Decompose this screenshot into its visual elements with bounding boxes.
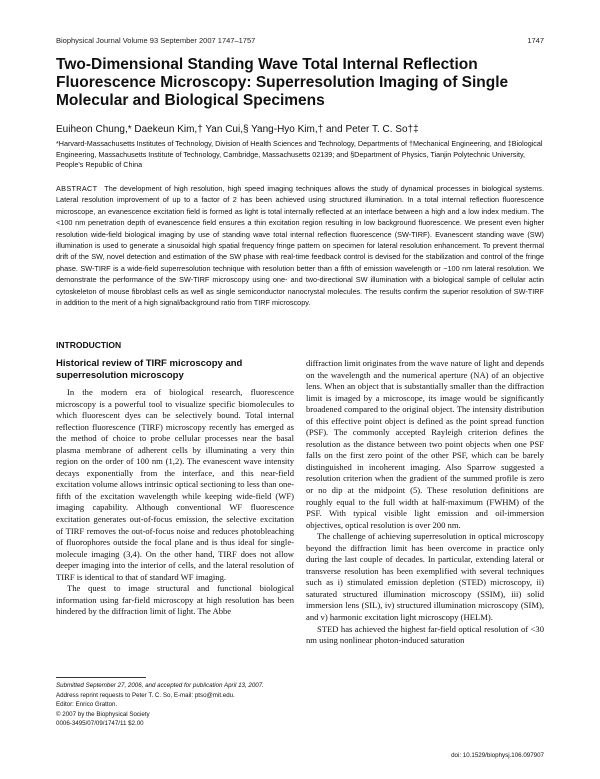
paragraph: STED has achieved the highest far-field optical resolution of <30 nm using nonlinear photon-induced saturation bbox=[306, 623, 544, 646]
article-title: Two-Dimensional Standing Wave Total Internal Reflection Fluorescence Microscopy: Superresolution Imaging of Single Molecular and Biological Specimens bbox=[56, 56, 509, 109]
section-heading: INTRODUCTION bbox=[56, 340, 122, 350]
reprint-note: Address reprint requests to Peter T. C. So, E-mail: ptso@mit.edu. bbox=[56, 691, 235, 699]
paragraph: The challenge of achieving superresolution in optical microscopy beyond the diffraction limit has been overcome in practice only during the last couple of decades. In particular, extending lateral or transverse resolution has been exemplified with several techniques such as i) stimulated emission depletion (STED) microscopy, ii) saturated structured illumination microscopy (SSIM), iii) solid immersion lens (SIL), iv) structured illumination microscopy (SIM), and v) harmonic excitation light microscopy (HELM). bbox=[306, 531, 544, 623]
author-list: Euiheon Chung,* Daekeun Kim,† Yan Cui,§ Yang-Hyo Kim,† and Peter T. C. So†‡ bbox=[56, 124, 419, 135]
affiliations: *Harvard-Massachusetts Institutes of Technology, Division of Health Sciences and Technology, Departments of †Mechanical Engineering, and ‡Biological Engineering, Massachusetts Institute of Technology, Cambridge, Massachusetts 02139; and §Department of Physics, Tianjin Polytechnic University, People's Republic of China bbox=[56, 139, 543, 169]
abstract-text: The development of high resolution, high speed imaging techniques allows the study of dynamical processes in biological systems. Lateral resolution improvement of up to a factor of 2 has been achieved using structured illumination. In a total internal reflection fluorescence microscope, an evanescence excitation field is formed as light is total internally reflected at an interface between a high and a low index medium. The <100 nm penetration depth of evanescence field ensures a thin excitation region resulting in low background fluorescence. We present even higher resolution wide-field biological imaging by use of standing wave total internal reflection fluorescence (SW-TIRF). Evanescent standing wave (SW) illumination is used to generate a sinusoidal high spatial frequency fringe pattern on specimen for lateral resolution enhancement. To prevent thermal drift of the SW, novel detection and estimation of the SW phase with real-time feedback control is devised for the stabilization and control of the fringe phase. SW-TIRF is a wide-field superresolution technique with resolution better than a fifth of emission wavelength or ~100 nm lateral resolution. We demonstrate the performance of the SW-TIRF microscopy using one- and two-directional SW illumination with a biological sample of cellular actin cytoskeleton of mouse fibroblast cells as well as single semiconductor nanocrystal molecules. The results confirm the superior resolution of SW-TIRF in addition to the merit of a high signal/background ratio from TIRF microscopy. bbox=[56, 184, 544, 308]
issn-note: 0006-3495/07/09/1747/11 $2.00 bbox=[56, 720, 144, 728]
page-number: 1747 bbox=[527, 36, 544, 45]
abstract-label: ABSTRACT bbox=[56, 184, 98, 193]
paragraph: In the modern era of biological research, fluorescence microscopy is a powerful tool to visualize specific biomolecules to which fluorescent dyes can be selectively bound. Total internal reflection fluorescence (TIRF) microscopy recently has emerged as the method of choice to probe cellular processes near the basal plasma membrane of adherent cells by illuminating a very thin region on the order of 100 nm (1,2). The evanescent wave intensity decays exponentially from the interface, and this near-field excitation volume allows intrinsic optical sectioning to less than one-fifth of the excitation wavelength while keeping wide-field (WF) imaging capability. Although conventional WF fluorescence excitation generates out-of-focus emission, the selective excitation of TIRF removes the out-of-focus noise and reduces photobleaching of fluorophores outside the focal plane and is thus ideal for single-molecule imaging (3,4). On the other hand, TIRF does not allow deeper imaging into the interior of cells, and the lateral resolution of TIRF is identical to that of standard WF imaging. bbox=[56, 387, 294, 582]
paragraph: The quest to image structural and functional biological information using far-field microscopy at high resolution has been hindered by the diffraction limit of light. The Abbe bbox=[56, 583, 294, 617]
subsection-heading: Historical review of TIRF microscopy and superresolution microscopy bbox=[56, 358, 243, 381]
footnotes bbox=[56, 681, 294, 729]
copyright-note: © 2007 by the Biophysical Society bbox=[56, 710, 150, 718]
footnote-rule bbox=[56, 677, 146, 678]
body-column-left bbox=[56, 387, 294, 618]
editor-note: Editor: Enrico Gratton. bbox=[56, 701, 118, 709]
abstract bbox=[56, 183, 544, 308]
journal-reference: Biophysical Journal Volume 93 September 2007 1747–1757 bbox=[56, 36, 256, 45]
paragraph: diffraction limit originates from the wave nature of light and depends on the wavelength and the numerical aperture (NA) of an objective lens. When an object that is substantially smaller than the diffraction limit is imaged by a microscope, its image would be significantly broadened compared to the original object. The intensity distribution of this effective point object is defined as the point spread function (PSF). The commonly accepted Rayleigh criterion defines the resolution as the distance between two point objects when one PSF falls on the first zero point of the other PSF, which can be barely distinguished in incoherent imaging. Also Sparrow suggested a resolution criterion when the gradient of the summed profile is zero or no dip at the midpoint (5). These resolution definitions are roughly equal to the full width at half-maximum (FWHM) of the PSF. With typical visible light emission and oil-immersion objectives, optical resolution is over 200 nm. bbox=[306, 358, 545, 530]
body-column-right bbox=[306, 358, 544, 647]
submission-note: Submitted September 27, 2006, and accepted for publication April 13, 2007. bbox=[56, 682, 264, 689]
doi: doi: 10.1529/biophysj.106.097907 bbox=[451, 752, 544, 759]
